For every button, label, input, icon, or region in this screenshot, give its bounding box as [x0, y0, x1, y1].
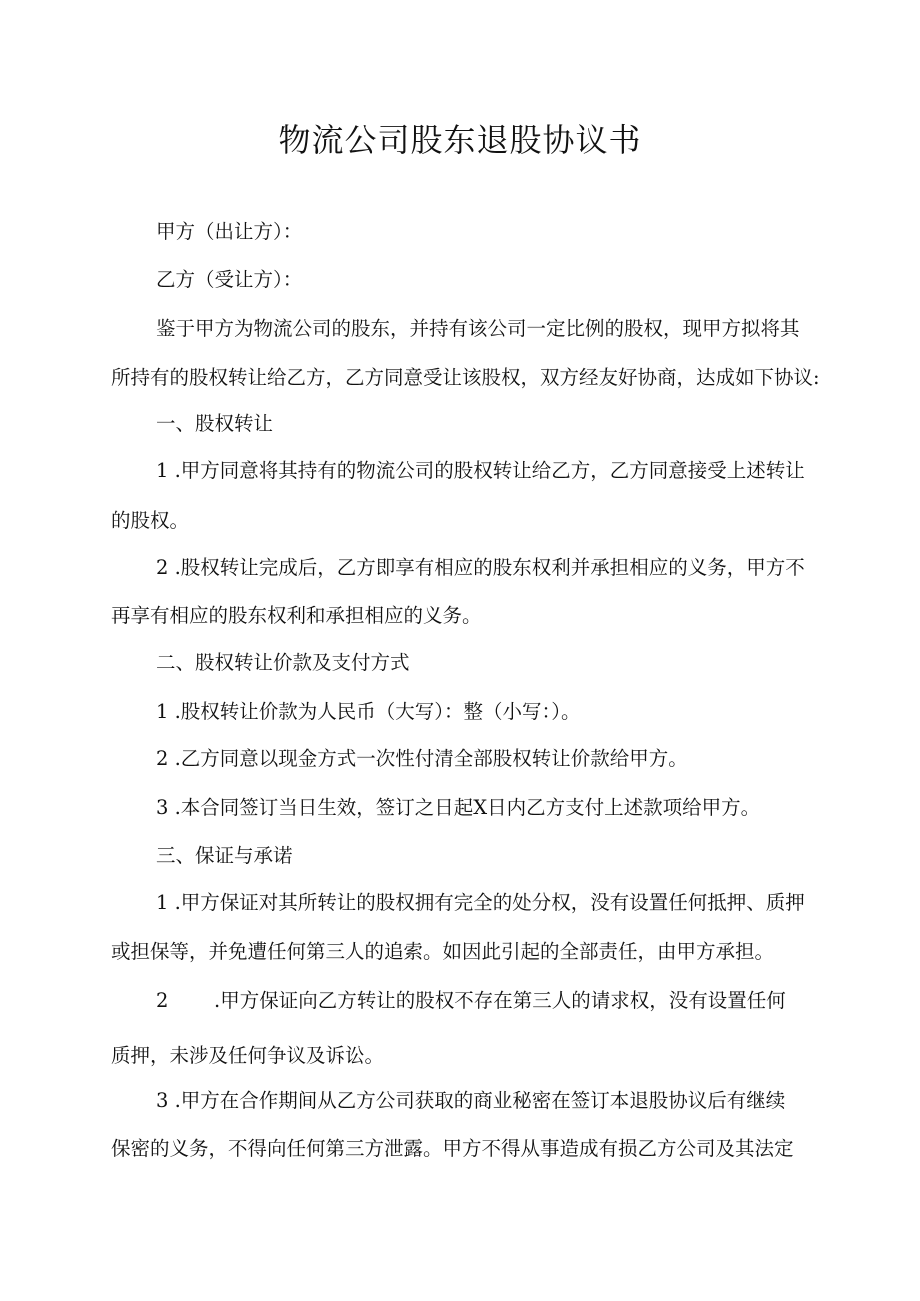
clause-2-3: 3 .本合同签订当日生效，签订之日起X日内乙方支付上述款项给甲方。 — [156, 796, 761, 819]
section-heading-3: 三、保证与承诺 — [156, 844, 293, 867]
preamble-line-2: 所持有的股权转让给乙方，乙方同意受让该股权，双方经友好协商，达成如下协议: — [111, 366, 820, 389]
clause-3-3-line-1: 3 .甲方在合作期间从乙方公司获取的商业秘密在签订本退股协议后有继续 — [156, 1089, 786, 1112]
clause-1-1-line-2: 的股权。 — [111, 509, 190, 532]
clause-3-2-number: 2 — [156, 989, 169, 1012]
clause-1-2-line-1: 2 .股权转让完成后，乙方即享有相应的股东权利并承担相应的义务，甲方不 — [156, 556, 805, 579]
party-b-line: 乙方（受让方）： — [156, 268, 303, 291]
preamble-line-1: 鉴于甲方为物流公司的股东，并持有该公司一定比例的股权，现甲方拟将其 — [156, 317, 800, 340]
party-a-line: 甲方（出让方）： — [156, 220, 303, 243]
clause-3-1-line-2: 或担保等，并免遭任何第三人的追索。如因此引起的全部责任，由甲方承担。 — [111, 940, 775, 963]
document-title: 物流公司股东退股协议书 — [278, 121, 642, 159]
clause-3-2-text: .甲方保证向乙方转让的股权不存在第三人的请求权，没有设置任何 — [214, 989, 786, 1012]
section-heading-1: 一、股权转让 — [156, 412, 274, 435]
clause-2-1: 1 .股权转让价款为人民币（大写）：整（小写：）。 — [156, 700, 581, 723]
section-heading-2: 二、股权转让价款及支付方式 — [156, 651, 410, 674]
clause-2-2: 2 .乙方同意以现金方式一次性付清全部股权转让价款给甲方。 — [156, 747, 688, 770]
clause-3-1-line-1: 1 .甲方保证对其所转让的股权拥有完全的处分权，没有设置任何抵押、质押 — [156, 891, 805, 914]
clause-3-3-line-2: 保密的义务，不得向任何第三方泄露。甲方不得从事造成有损乙方公司及其法定 — [111, 1137, 794, 1160]
clause-3-2-line-1 — [156, 985, 786, 1017]
clause-3-2-line-2: 质押，未涉及任何争议及诉讼。 — [111, 1044, 385, 1067]
clause-1-2-line-2: 再享有相应的股东权利和承担相应的义务。 — [111, 604, 482, 627]
clause-1-1-line-1: 1 .甲方同意将其持有的物流公司的股权转让给乙方，乙方同意接受上述转让 — [156, 459, 805, 482]
